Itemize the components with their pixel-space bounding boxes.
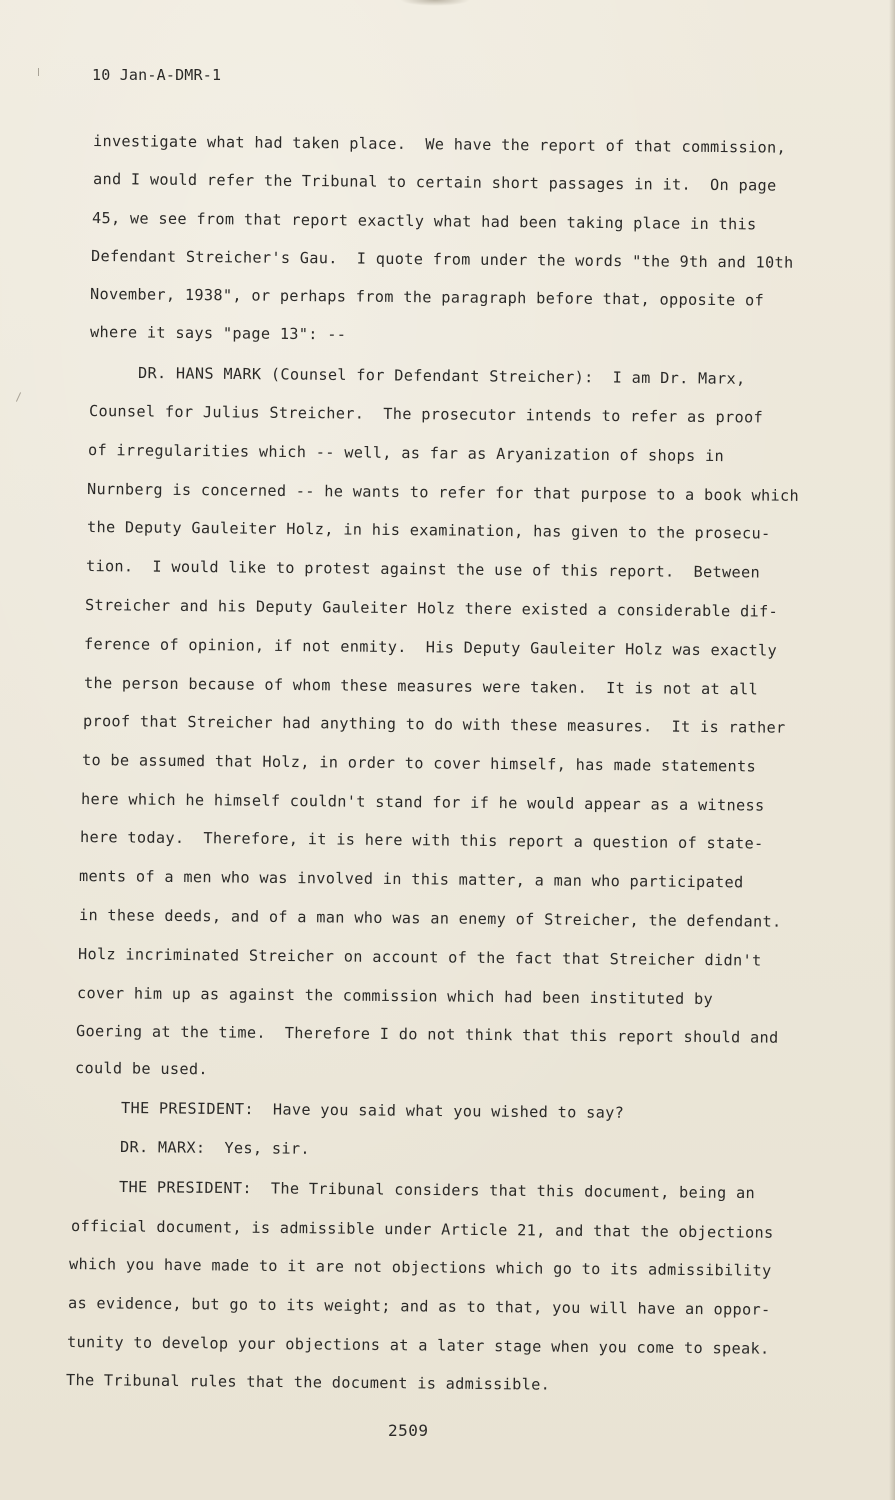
text-line: in these deeds, and of a man who was an enemy of Streicher, the defendant. [78, 906, 782, 931]
text-line: The Tribunal rules that the document is admissible. [65, 1371, 551, 1394]
paper-mark [38, 68, 39, 76]
text-line: proof that Streicher had anything to do with these measures. It is rather [82, 712, 786, 737]
text-line: Counsel for Julius Streicher. The prosecutor intends to refer as proof [88, 402, 764, 427]
text-line: and I would refer the Tribunal to certain short passages in it. On page [92, 170, 777, 195]
paper-mark [16, 392, 21, 401]
text-line: DR. HANS MARK (Counsel for Defendant Streicher): I am Dr. Marx, [137, 364, 746, 388]
text-line: investigate what had taken place. We have the report of that commission, [92, 132, 787, 157]
text-line: ments of a men who was involved in this matter, a man who participated [78, 867, 744, 892]
text-line: tion. I would like to protest against the use of this report. Between [85, 557, 761, 582]
text-line: Nurnberg is concerned -- he wants to refer for that purpose to a book which [86, 480, 800, 505]
text-line: THE PRESIDENT: Have you said what you wished to say? [120, 1099, 625, 1122]
text-line: DR. MARX: Yes, sir. [119, 1138, 310, 1158]
text-line: Streicher and his Deputy Gauleiter Holz there existed a considerable dif- [84, 596, 779, 621]
text-line: November, 1938", or perhaps from the paragraph before that, opposite of [89, 285, 765, 310]
text-line: the Deputy Gauleiter Holz, in his examination, has given to the prosecu- [86, 518, 771, 543]
text-line: could be used. [74, 1059, 209, 1079]
text-line: ference of opinion, if not enmity. His Deputy Gauleiter Holz was exactly [83, 635, 778, 660]
text-line: here which he himself couldn't stand for if he would appear as a witness [80, 790, 765, 815]
text-line: where it says "page 13": -- [89, 323, 347, 344]
text-line: 45, we see from that report exactly what had been taking place in this [91, 209, 757, 234]
document-header: 10 Jan-A-DMR-1 [92, 66, 222, 84]
text-line: of irregularities which -- well, as far as Aryanization of shops in [87, 441, 725, 466]
text-line: here today. Therefore, it is here with this report a question of state- [79, 828, 764, 853]
text-line: as evidence, but go to its weight; and as to that, you will have an oppor- [67, 1294, 771, 1319]
text-line: Defendant Streicher's Gau. I quote from under the words "the 9th and 10th [90, 247, 794, 272]
page-number: 2509 [388, 1421, 429, 1440]
text-line: Holz incriminated Streicher on account of the fact that Streicher didn't [77, 945, 762, 970]
text-line: Goering at the time. Therefore I do not think that this report should and [75, 1022, 779, 1047]
text-line: tunity to develop your objections at a later stage when you come to speak. [66, 1333, 770, 1358]
page-edge-shadow [889, 0, 895, 1500]
paper-notch [400, 0, 470, 6]
text-line: which you have made to it are not objections which go to its admissibility [68, 1255, 772, 1280]
text-line: official document, is admissible under Article 21, and that the objections [70, 1217, 774, 1242]
text-line: cover him up as against the commission which had been instituted by [76, 984, 714, 1009]
text-line: the person because of whom these measures were taken. It is not at all [83, 674, 759, 699]
text-line: to be assumed that Holz, in order to cover himself, has made statements [81, 751, 757, 776]
text-line: THE PRESIDENT: The Tribunal considers that this document, being an [118, 1178, 756, 1203]
